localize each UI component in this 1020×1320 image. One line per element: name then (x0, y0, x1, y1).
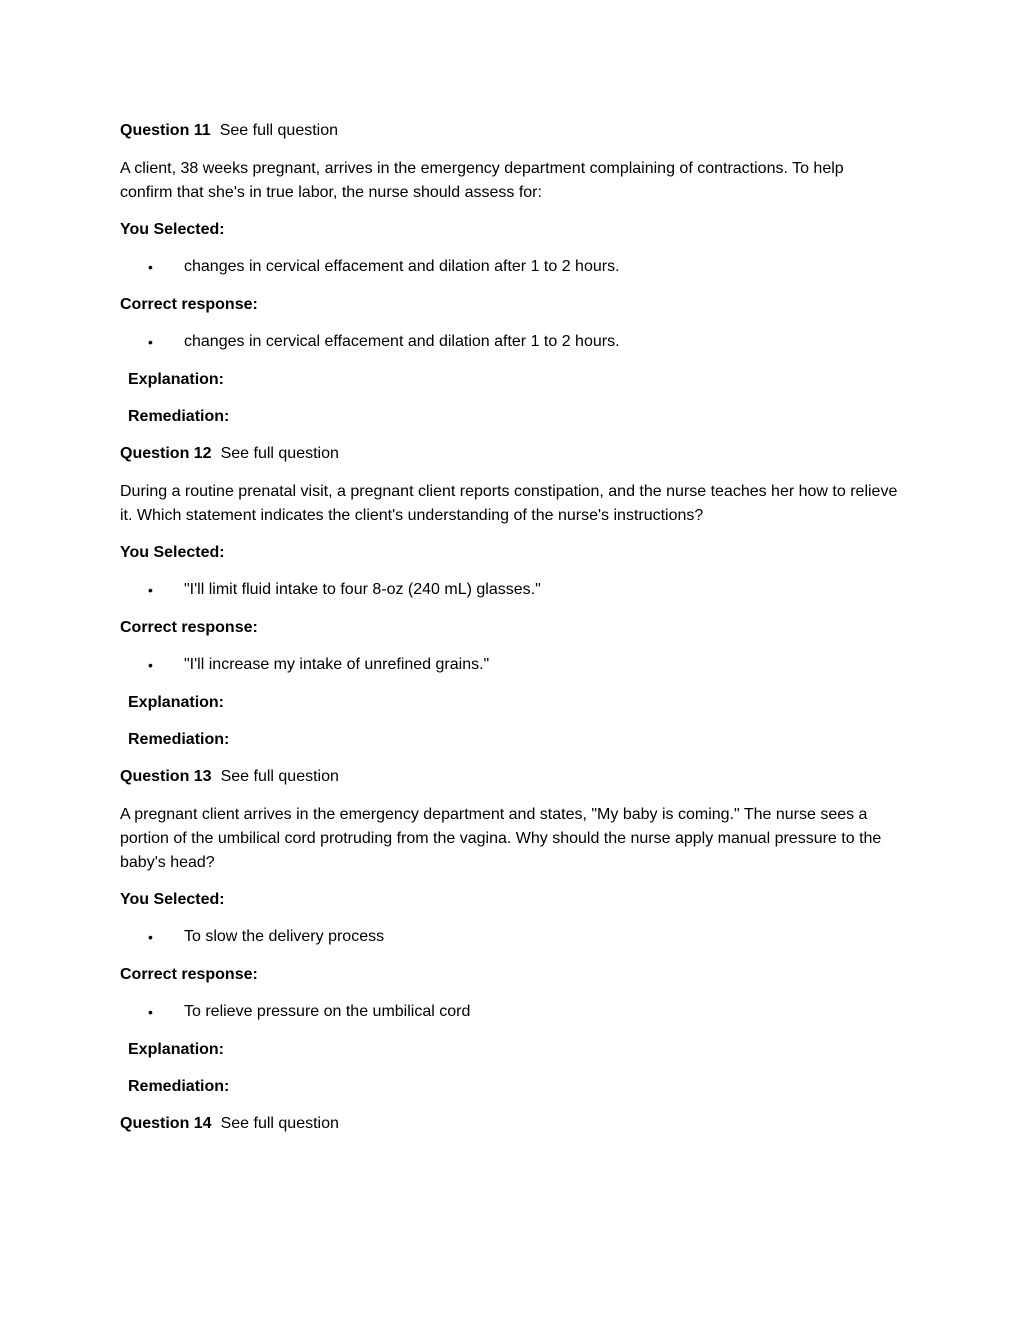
remediation-label: Remediation: (128, 1078, 230, 1095)
you-selected-label: You Selected: (120, 544, 225, 561)
bullet-icon: • (148, 582, 153, 598)
question-number: Question 12 (120, 445, 212, 462)
explanation-label: Explanation: (128, 694, 225, 711)
selected-answer-text: "I'll limit fluid intake to four 8-oz (240 mL) glasses." (184, 581, 541, 598)
bullet-icon: • (148, 929, 153, 945)
selected-answer (120, 578, 900, 602)
correct-answer (120, 1000, 900, 1024)
explanation-label: Explanation: (128, 1041, 225, 1058)
selected-answer-text: To slow the delivery process (184, 928, 385, 945)
question-14-header (120, 1112, 900, 1136)
bullet-icon: • (148, 1004, 153, 1020)
question-text: During a routine prenatal visit, a pregnant client reports constipation, and the nurse teaches her how to relieve it. Which statement indicates the client's understanding of the nurse's instructions? (120, 483, 898, 524)
correct-response-label: Correct response: (120, 966, 258, 983)
see-full-question-link[interactable]: See full question (219, 122, 339, 139)
question-number: Question 11 (120, 122, 211, 139)
correct-answer (120, 653, 900, 677)
question-review-list (120, 119, 900, 1150)
question-11-header (120, 119, 900, 143)
selected-answer (120, 255, 900, 279)
correct-answer (120, 330, 900, 354)
correct-answer-text: To relieve pressure on the umbilical cord (184, 1003, 471, 1020)
see-full-question-link[interactable]: See full question (220, 445, 339, 462)
remediation-label: Remediation: (128, 408, 230, 425)
question-text: A client, 38 weeks pregnant, arrives in the emergency department complaining of contractions. To help confirm that she's in true labor, the nurse should assess for: (120, 160, 844, 201)
question-number: Question 13 (120, 768, 212, 785)
correct-answer-text: "I'll increase my intake of unrefined grains." (184, 656, 490, 673)
selected-answer (120, 925, 900, 949)
question-12-header (120, 442, 900, 466)
bullet-icon: • (148, 657, 153, 673)
question-13-header (120, 765, 900, 789)
remediation-label: Remediation: (128, 731, 230, 748)
see-full-question-link[interactable]: See full question (220, 768, 339, 785)
correct-answer-text: changes in cervical effacement and dilation after 1 to 2 hours. (184, 333, 620, 350)
see-full-question-link[interactable]: See full question (220, 1115, 339, 1132)
correct-response-label: Correct response: (120, 619, 258, 636)
you-selected-label: You Selected: (120, 891, 225, 908)
question-text: A pregnant client arrives in the emergency department and states, "My baby is coming." The nurse sees a portion of the umbilical cord protruding from the vagina. Why should the nurse apply manual pressure to the baby's head? (120, 806, 882, 871)
explanation-label: Explanation: (128, 371, 225, 388)
question-number: Question 14 (120, 1115, 212, 1132)
selected-answer-text: changes in cervical effacement and dilation after 1 to 2 hours. (184, 258, 620, 275)
bullet-icon: • (148, 259, 153, 275)
bullet-icon: • (148, 334, 153, 350)
correct-response-label: Correct response: (120, 296, 258, 313)
you-selected-label: You Selected: (120, 221, 225, 238)
